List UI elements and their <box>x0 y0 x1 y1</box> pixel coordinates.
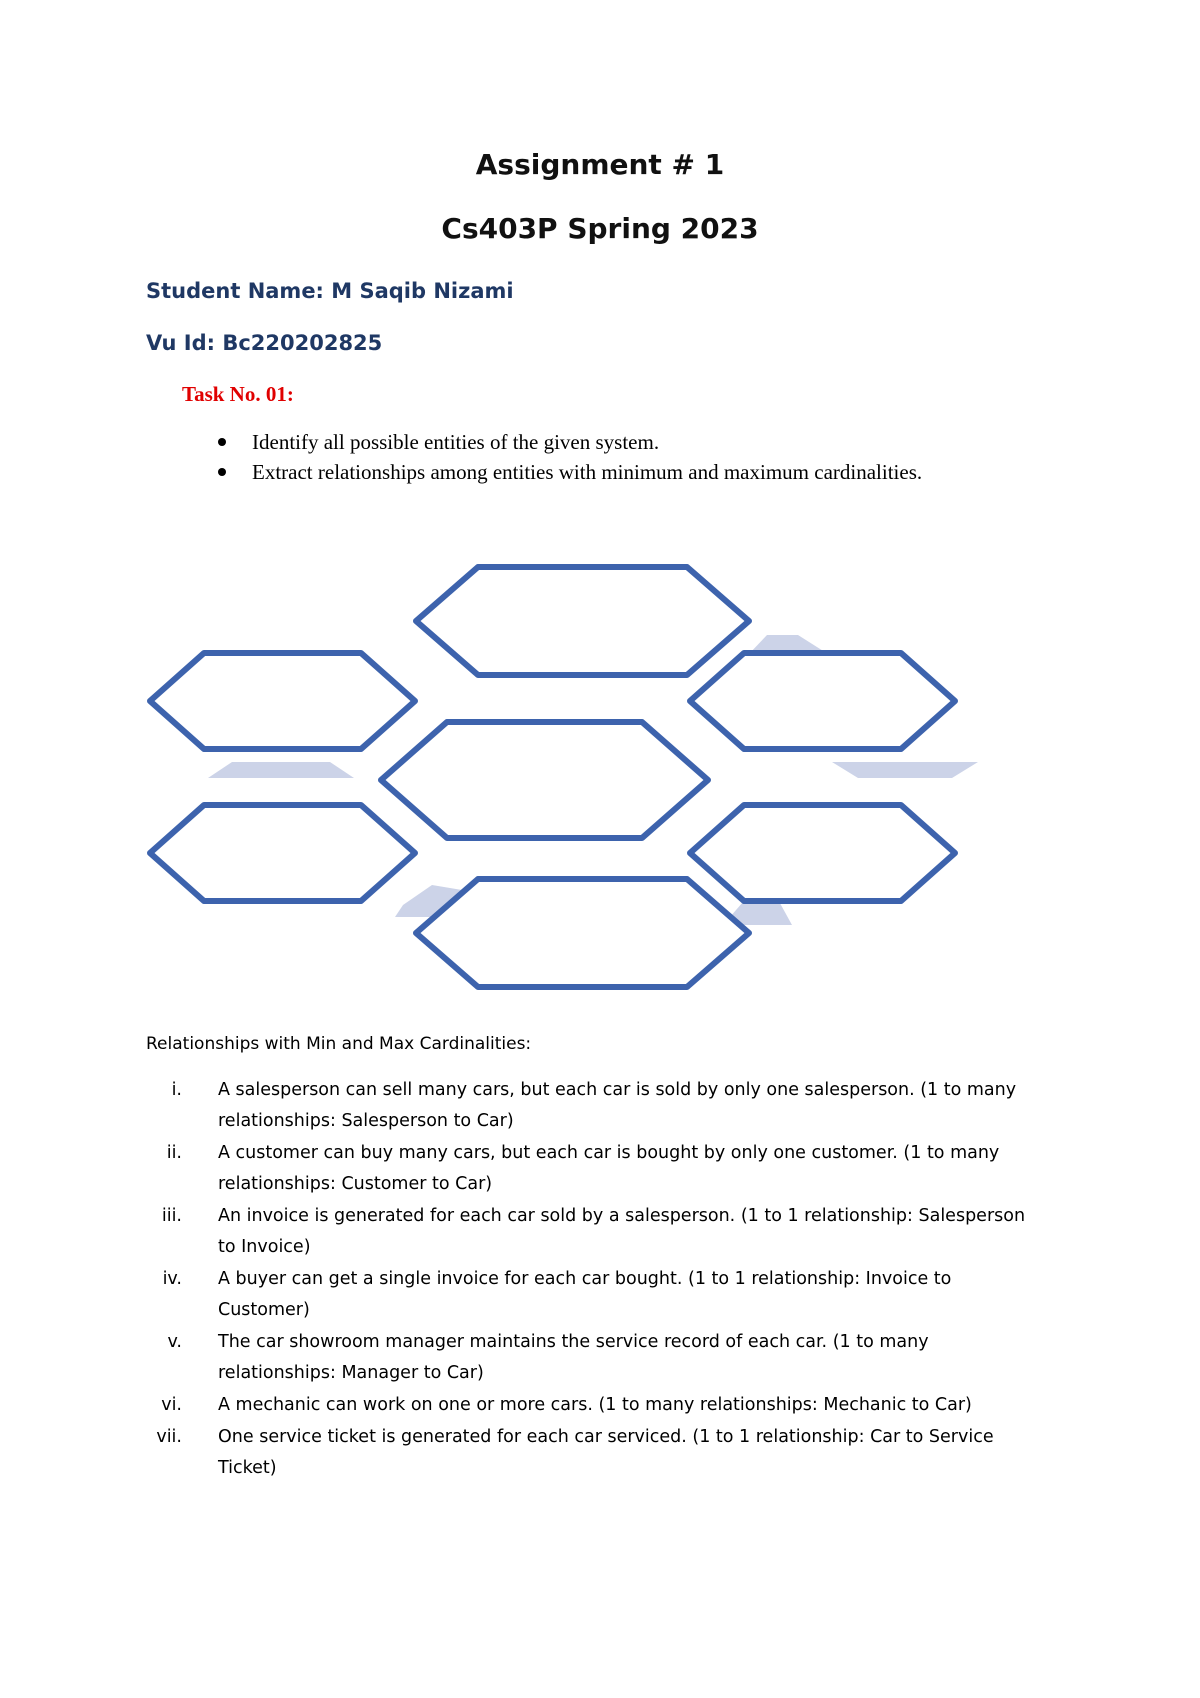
relationship-number: vi. <box>161 1395 182 1415</box>
task-bullet-item <box>218 427 922 457</box>
assignment-title: Assignment # 1 <box>475 148 725 181</box>
course-title: Cs403P Spring 2023 <box>441 212 759 245</box>
relationship-text: A customer can buy many cars, but each car is bought by only one customer. (1 to many relationships: Customer to Car) <box>218 1143 1000 1194</box>
relationship-item <box>146 1138 1046 1200</box>
relationship-text: A salesperson can sell many cars, but each car is sold by only one salesperson. (1 to many relationships: Salesperson to Car) <box>218 1080 1017 1131</box>
student-name: Student Name: M Saqib Nizami <box>146 279 514 303</box>
relationships-heading: Relationships with Min and Max Cardinalities: <box>146 1034 532 1054</box>
relationship-number: vii. <box>156 1427 182 1447</box>
hexagon-shape <box>416 567 749 675</box>
task-label: Task No. 01: <box>182 382 294 406</box>
relationship-number: ii. <box>166 1143 182 1163</box>
hexagon-shape <box>381 722 708 838</box>
hexagon-diagram <box>140 550 1080 1020</box>
relationship-item <box>146 1075 1046 1137</box>
hexagon-shape <box>690 805 955 901</box>
connector-band <box>832 762 978 778</box>
connector-band <box>208 762 354 778</box>
relationship-item <box>146 1201 1046 1263</box>
relationship-number: iii. <box>161 1206 182 1226</box>
task-bullet-item <box>218 457 922 487</box>
relationship-list <box>146 1075 1046 1485</box>
relationship-text: An invoice is generated for each car sold by a salesperson. (1 to 1 relationship: Salesperson to Invoice) <box>218 1206 1026 1257</box>
relationship-item <box>146 1422 1046 1484</box>
relationship-text: One service ticket is generated for each car serviced. (1 to 1 relationship: Car to Service Ticket) <box>218 1427 994 1478</box>
hexagon-shape <box>150 653 415 749</box>
student-id: Vu Id: Bc220202825 <box>146 331 383 355</box>
task-bullet-list <box>218 427 922 487</box>
relationship-number: i. <box>171 1080 182 1100</box>
task-bullet-text: Identify all possible entities of the given system. <box>252 430 660 454</box>
relationship-number: iv. <box>162 1269 182 1289</box>
relationship-item <box>146 1264 1046 1326</box>
hexagon-shape <box>416 879 749 987</box>
bullet-icon <box>218 468 226 476</box>
hexagon-shape <box>150 805 415 901</box>
relationship-text: A mechanic can work on one or more cars. (1 to many relationships: Mechanic to Car) <box>218 1395 972 1415</box>
hexagon-shape <box>690 653 955 749</box>
relationship-number: v. <box>167 1332 182 1352</box>
bullet-icon <box>218 438 226 446</box>
relationship-text: A buyer can get a single invoice for each car bought. (1 to 1 relationship: Invoice to Customer) <box>218 1269 952 1320</box>
relationship-item <box>146 1327 1046 1389</box>
task-bullet-text: Extract relationships among entities with minimum and maximum cardinalities. <box>252 460 923 484</box>
relationship-text: The car showroom manager maintains the service record of each car. (1 to many relationships: Manager to Car) <box>218 1332 929 1383</box>
relationship-item <box>146 1390 1046 1421</box>
